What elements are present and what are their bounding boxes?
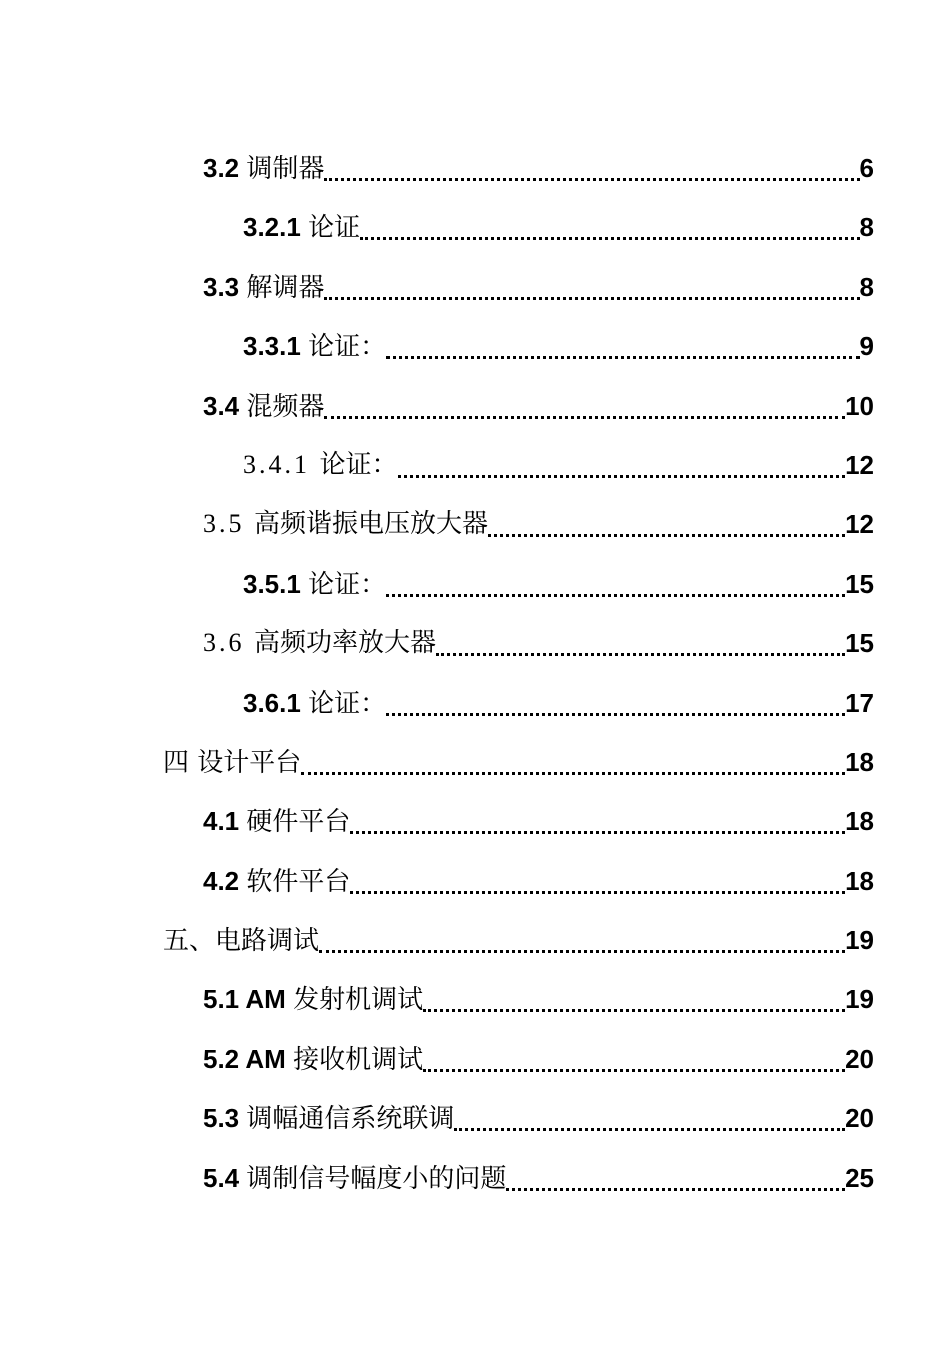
toc-page-number: 9 xyxy=(859,331,874,362)
toc-dot-leader xyxy=(436,621,845,665)
toc-page-number: 17 xyxy=(845,687,874,718)
toc-page-number: 8 xyxy=(859,212,874,243)
toc-entry-3-3[interactable] xyxy=(0,265,950,324)
toc-entry-title: 3.6.1 论证： xyxy=(243,687,387,719)
toc-page-number: 15 xyxy=(845,628,874,659)
toc-page-number: 18 xyxy=(845,865,874,896)
toc-page-number: 25 xyxy=(845,1162,874,1193)
toc-entry-title: 3.5 高频谐振电压放大器 xyxy=(203,509,489,540)
toc-dot-leader xyxy=(324,384,845,428)
toc-dot-leader xyxy=(423,1037,845,1081)
toc-entry-title: 3.2 调制器 xyxy=(203,153,325,184)
toc-entry-3-6-1[interactable] xyxy=(0,681,950,740)
toc-dot-leader xyxy=(488,502,845,546)
table-of-contents xyxy=(0,146,950,1215)
toc-entry-title: 3.5.1 论证： xyxy=(243,568,387,600)
toc-page-number: 15 xyxy=(845,568,874,599)
toc-entry-3-5[interactable] xyxy=(0,502,950,561)
toc-dot-leader xyxy=(301,740,845,784)
toc-entry-title: 3.4.1 论证： xyxy=(243,449,398,480)
toc-entry-5-4[interactable] xyxy=(0,1156,950,1215)
toc-entry-5-2[interactable] xyxy=(0,1037,950,1096)
toc-entry-3-2-1[interactable] xyxy=(0,205,950,264)
toc-entry-title: 3.4 混频器 xyxy=(203,390,325,422)
toc-page-number: 20 xyxy=(845,1103,874,1134)
toc-page-number: 12 xyxy=(845,449,874,480)
toc-entry-chapter-4[interactable] xyxy=(0,740,950,799)
toc-entry-title: 5.4 调制信号幅度小的问题 xyxy=(203,1162,507,1194)
toc-page-number: 19 xyxy=(845,925,874,956)
toc-entry-title: 四 设计平台 xyxy=(163,747,302,778)
toc-page-number: 8 xyxy=(859,271,874,302)
toc-entry-title: 5.2 AM 接收机调试 xyxy=(203,1043,424,1075)
toc-page-number: 10 xyxy=(845,390,874,421)
toc-dot-leader xyxy=(423,977,845,1021)
toc-entry-3-4[interactable] xyxy=(0,384,950,443)
toc-dot-leader xyxy=(324,146,859,190)
toc-entry-5-3[interactable] xyxy=(0,1096,950,1155)
toc-page-number: 20 xyxy=(845,1043,874,1074)
toc-page-number: 12 xyxy=(845,509,874,540)
toc-dot-leader xyxy=(360,205,859,249)
toc-entry-title: 3.6 高频功率放大器 xyxy=(203,628,437,659)
toc-page-number: 18 xyxy=(845,746,874,777)
toc-entry-title: 3.3 解调器 xyxy=(203,271,325,303)
toc-entry-title: 4.2 软件平台 xyxy=(203,865,351,897)
toc-entry-3-5-1[interactable] xyxy=(0,562,950,621)
toc-dot-leader xyxy=(398,443,846,487)
toc-dot-leader xyxy=(454,1096,845,1140)
toc-entry-3-6[interactable] xyxy=(0,621,950,680)
toc-dot-leader xyxy=(386,681,845,725)
toc-entry-title: 5.3 调幅通信系统联调 xyxy=(203,1103,455,1135)
toc-dot-leader xyxy=(324,265,859,309)
toc-entry-5-1[interactable] xyxy=(0,977,950,1036)
toc-entry-3-3-1[interactable] xyxy=(0,324,950,383)
toc-dot-leader xyxy=(386,324,859,368)
toc-page-number: 18 xyxy=(845,806,874,837)
toc-dot-leader xyxy=(386,562,845,606)
toc-entry-4-2[interactable] xyxy=(0,859,950,918)
toc-entry-3-4-1[interactable] xyxy=(0,443,950,502)
toc-entry-title: 4.1 硬件平台 xyxy=(203,806,351,838)
toc-page-number: 19 xyxy=(845,984,874,1015)
toc-dot-leader xyxy=(350,859,845,903)
toc-entry-title: 3.2.1 论证 xyxy=(243,212,361,244)
toc-dot-leader xyxy=(319,918,845,962)
toc-entry-chapter-5[interactable] xyxy=(0,918,950,977)
toc-entry-title: 五、电路调试 xyxy=(163,926,320,957)
toc-dot-leader xyxy=(350,799,845,843)
toc-entry-3-2[interactable] xyxy=(0,146,950,205)
toc-entry-4-1[interactable] xyxy=(0,799,950,858)
toc-entry-title: 5.1 AM 发射机调试 xyxy=(203,984,424,1016)
toc-page-number: 6 xyxy=(859,153,874,183)
toc-dot-leader xyxy=(506,1156,845,1200)
toc-entry-title: 3.3.1 论证： xyxy=(243,331,387,363)
